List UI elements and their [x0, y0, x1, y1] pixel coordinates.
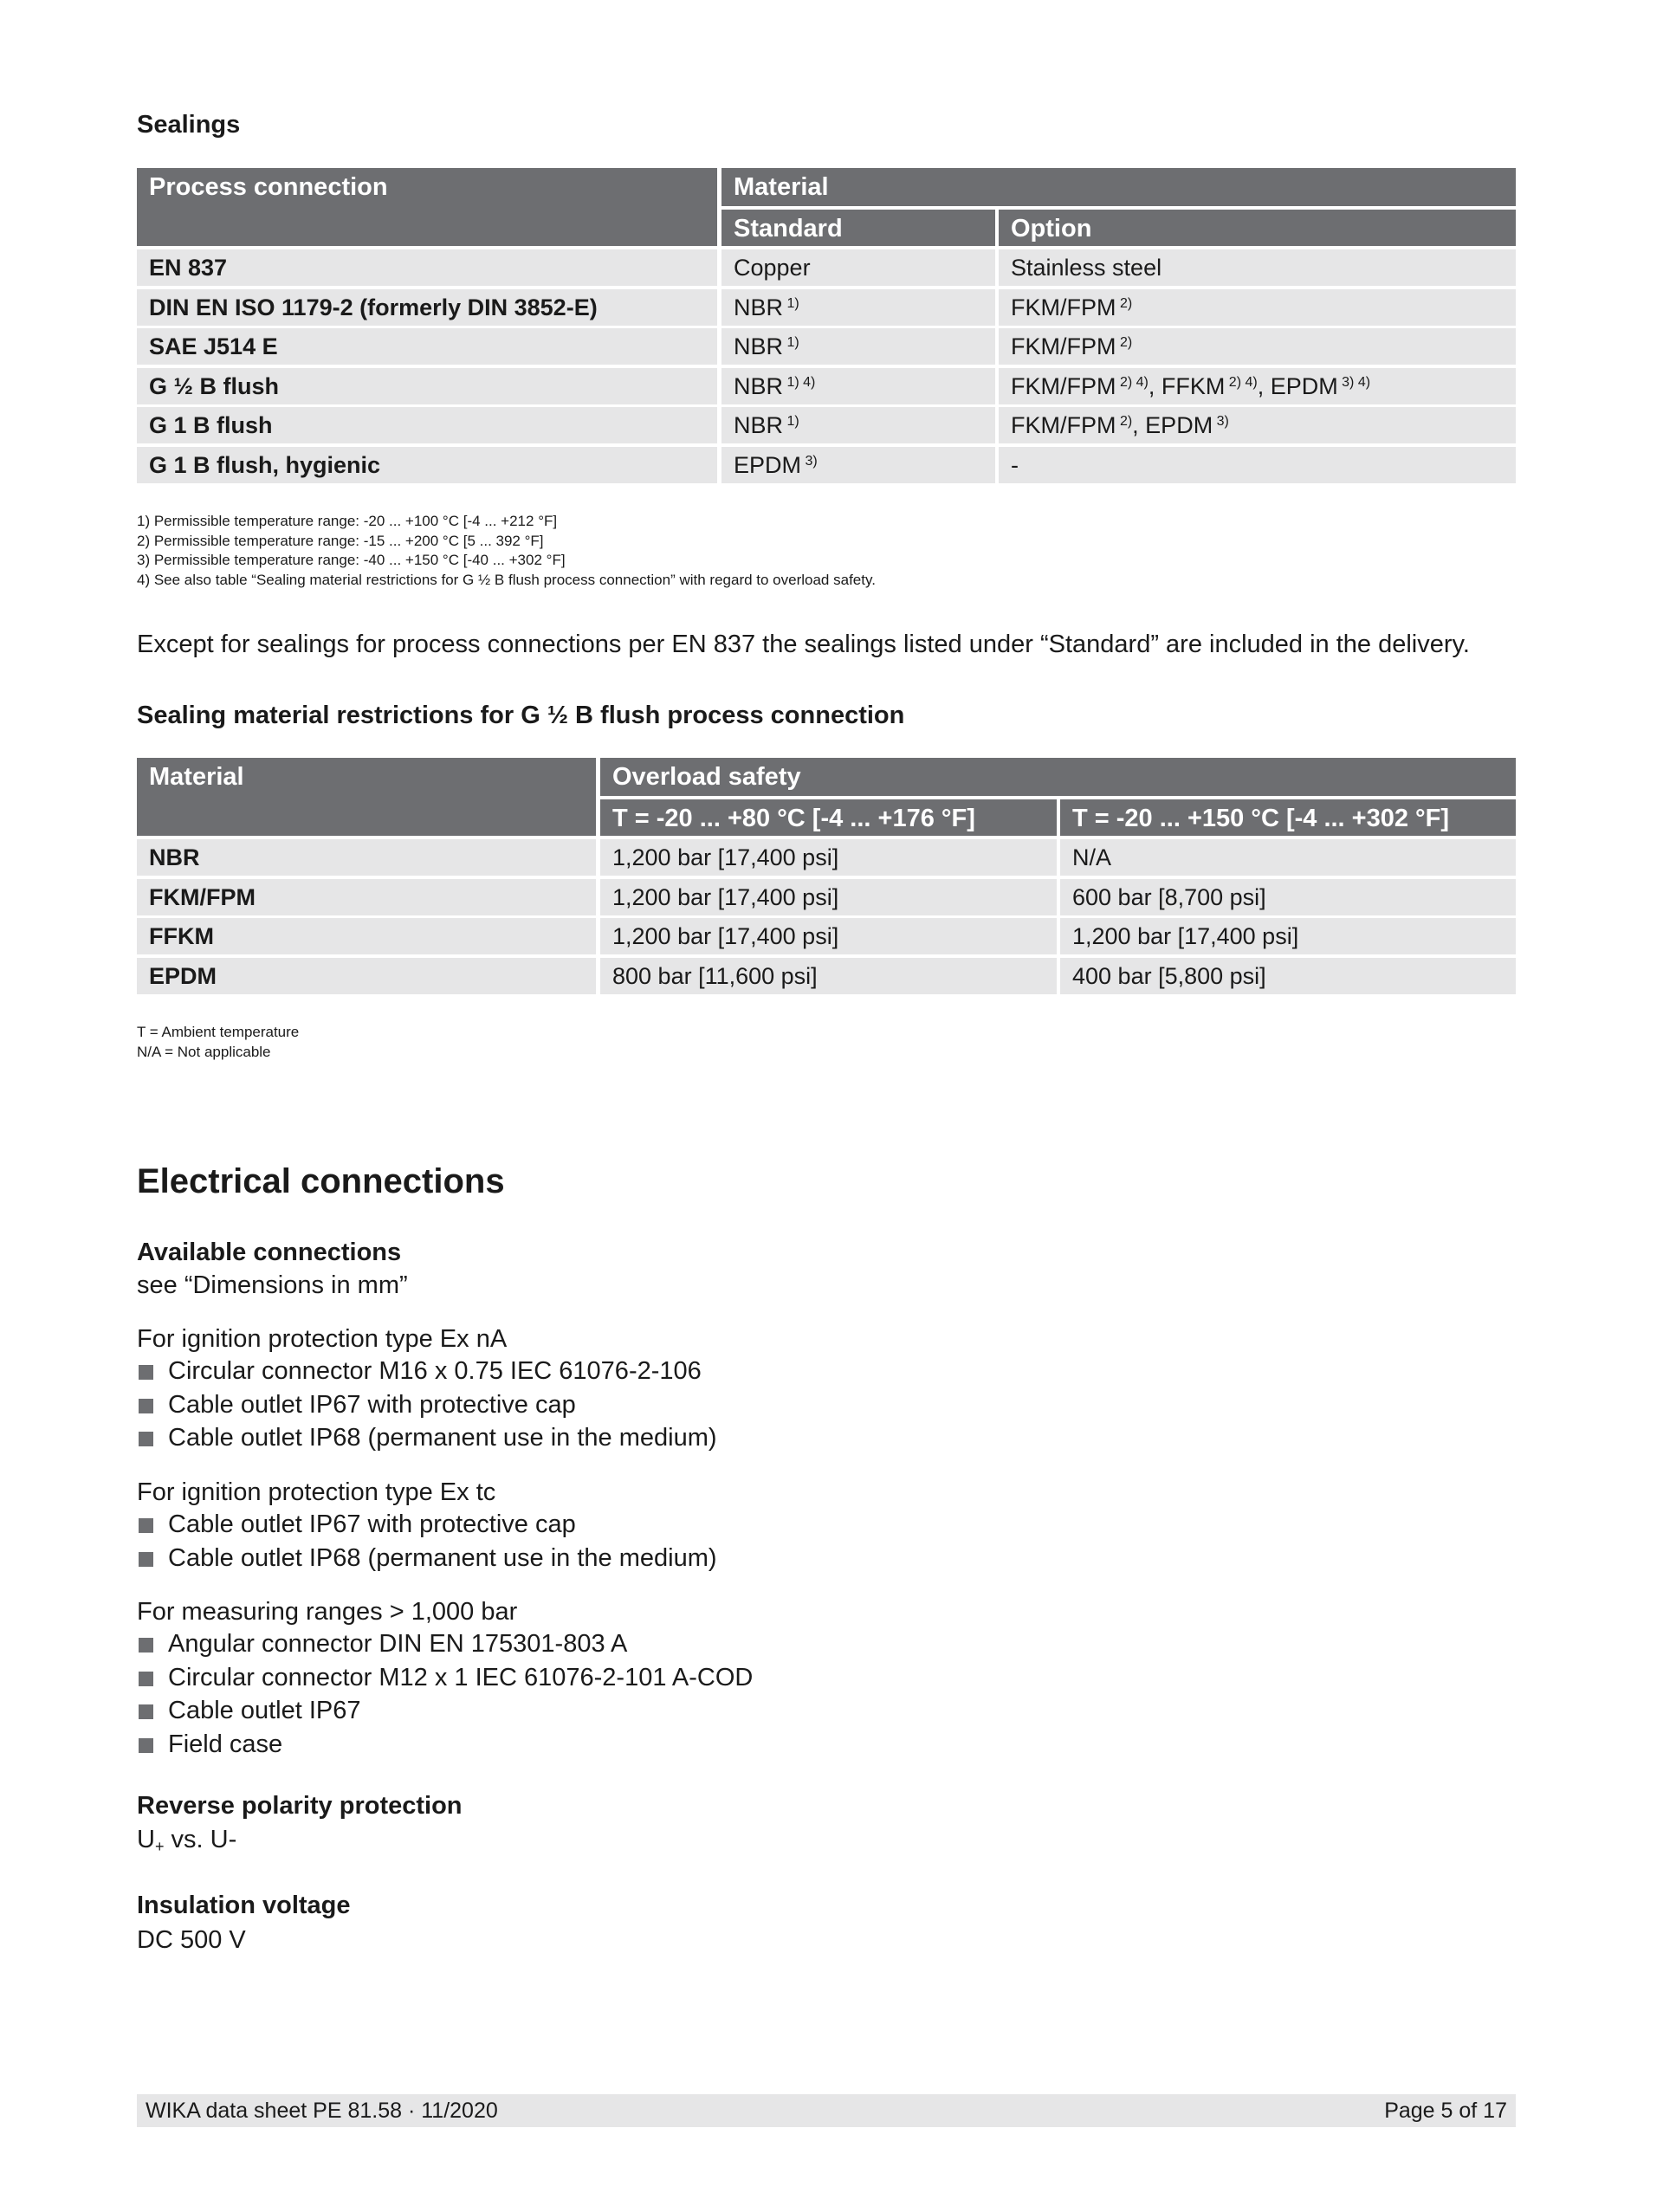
footnote: 3) Permissible temperature range: -40 ... +150 °C [-40 ... +302 °F] — [137, 552, 566, 568]
list-item: Cable outlet IP68 (permanent use in the medium) — [137, 1542, 717, 1575]
table-row — [137, 407, 1516, 443]
overload-safety-cell: 1,200 bar [17,400 psi] — [1060, 918, 1516, 954]
group-intro: For measuring ranges > 1,000 bar — [137, 1598, 518, 1626]
overload-safety-cell: 600 bar [8,700 psi] — [1060, 879, 1516, 915]
insulation-voltage-title: Insulation voltage — [137, 1892, 351, 1919]
table-row — [137, 918, 1516, 954]
list-item: Cable outlet IP67 with protective cap — [137, 1508, 717, 1542]
bullet-square-icon — [139, 1432, 153, 1446]
option-material-cell: - — [999, 447, 1516, 483]
footnote: N/A = Not applicable — [137, 1043, 271, 1060]
overload-safety-cell: 1,200 bar [17,400 psi] — [600, 918, 1057, 954]
overload-safety-cell: 1,200 bar [17,400 psi] — [600, 879, 1057, 915]
table-row — [137, 249, 1516, 286]
standard-material-cell: NBR $^{1) 4)}$ — [721, 368, 995, 404]
footnote: T = Ambient temperature — [137, 1024, 300, 1040]
list-item: Circular connector M16 x 0.75 IEC 61076-2-106 — [137, 1355, 717, 1388]
list-item: Field case — [137, 1728, 753, 1762]
table-row — [137, 447, 1516, 483]
process-connection-cell: G ½ B flush — [137, 368, 717, 404]
bullet-square-icon — [139, 1738, 153, 1753]
footnote: 1) Permissible temperature range: -20 ... +100 °C [-4 ... +212 °F] — [137, 513, 558, 529]
process-connection-cell: G 1 B flush, hygienic — [137, 447, 717, 483]
standard-material-cell: NBR $^{1)}$ — [721, 328, 995, 365]
standard-material-cell: NBR $^{1)}$ — [721, 407, 995, 443]
table-row — [137, 958, 1516, 994]
insulation-voltage-text: DC 500 V — [137, 1926, 246, 1954]
bullet-square-icon — [139, 1399, 153, 1413]
table-row — [137, 879, 1516, 915]
sealings-footnotes — [137, 512, 876, 590]
bullet-list — [137, 1627, 753, 1761]
bullet-square-icon — [139, 1518, 153, 1533]
footnote: 4) See also table “Sealing material restrictions for G ½ B flush process connection” with regard to overload safety. — [137, 571, 876, 588]
bullet-square-icon — [139, 1672, 153, 1686]
table-row — [137, 368, 1516, 404]
header-overload-safety: Overload safety — [600, 758, 1516, 796]
footnote: 2) Permissible temperature range: -15 ... +200 °C [5 ... 392 °F] — [137, 532, 544, 549]
option-material-cell: Stainless steel — [999, 249, 1516, 286]
list-item: Cable outlet IP68 (permanent use in the medium) — [137, 1421, 717, 1455]
list-item: Cable outlet IP67 — [137, 1694, 753, 1728]
material-cell: FKM/FPM — [137, 879, 596, 915]
overload-safety-cell: 800 bar [11,600 psi] — [600, 958, 1057, 994]
header-option: Option — [999, 210, 1516, 246]
header-process-connection: Process connection — [137, 168, 717, 246]
standard-material-cell: NBR $^{1)}$ — [721, 289, 995, 326]
bullet-square-icon — [139, 1704, 153, 1719]
list-item: Angular connector DIN EN 175301-803 A — [137, 1627, 753, 1661]
option-material-cell: FKM/FPM $^{2)}$ — [999, 289, 1516, 326]
table-row — [137, 328, 1516, 365]
overload-safety-cell: N/A — [1060, 839, 1516, 876]
process-connection-cell: EN 837 — [137, 249, 717, 286]
bullet-square-icon — [139, 1638, 153, 1653]
electrical-title: Electrical connections — [137, 1162, 505, 1200]
group-intro: For ignition protection type Ex tc — [137, 1478, 496, 1506]
standard-material-cell: Copper — [721, 249, 995, 286]
restrictions-title: Sealing material restrictions for G ½ B flush process connection — [137, 702, 905, 729]
delivery-note: Except for sealings for process connections per EN 837 the sealings listed under “Standard” are included in the delivery. — [137, 631, 1470, 658]
list-item: Circular connector M12 x 1 IEC 61076-2-101 A-COD — [137, 1661, 753, 1695]
material-cell: EPDM — [137, 958, 596, 994]
header-temp-range-2: T = -20 ... +150 °C [-4 ... +302 °F] — [1060, 799, 1516, 836]
footer-document-id: WIKA data sheet PE 81.58 · 11/2020 — [146, 2099, 498, 2123]
restrictions-footnotes — [137, 1023, 299, 1062]
bullet-list — [137, 1355, 717, 1455]
overload-safety-cell: 400 bar [5,800 psi] — [1060, 958, 1516, 994]
header-material: Material — [137, 758, 596, 836]
reverse-polarity-text: $U_+$ vs. U- — [137, 1826, 237, 1855]
option-material-cell: FKM/FPM $^{2)}$ — [999, 328, 1516, 365]
header-standard: Standard — [721, 210, 995, 246]
table-row — [137, 839, 1516, 876]
standard-material-cell: EPDM $^{3)}$ — [721, 447, 995, 483]
page-footer — [137, 2094, 1516, 2127]
table-row — [137, 289, 1516, 326]
header-temp-range-1: T = -20 ... +80 °C [-4 ... +176 °F] — [600, 799, 1057, 836]
list-item: Cable outlet IP67 with protective cap — [137, 1388, 717, 1422]
bullet-list — [137, 1508, 717, 1575]
option-material-cell: FKM/FPM $^{2) 4)}$, FFKM $^{2) 4)}$, EPDM $^{3) 4)}$ — [999, 368, 1516, 404]
footer-page-number: Page 5 of 17 — [1384, 2099, 1507, 2123]
material-cell: NBR — [137, 839, 596, 876]
overload-safety-cell: 1,200 bar [17,400 psi] — [600, 839, 1057, 876]
bullet-square-icon — [139, 1552, 153, 1567]
sealings-title: Sealings — [137, 111, 241, 139]
process-connection-cell: G 1 B flush — [137, 407, 717, 443]
process-connection-cell: SAE J514 E — [137, 328, 717, 365]
option-material-cell: FKM/FPM $^{2)}$, EPDM $^{3)}$ — [999, 407, 1516, 443]
bullet-square-icon — [139, 1365, 153, 1380]
group-intro: For ignition protection type Ex nA — [137, 1325, 508, 1353]
available-connections-text: see “Dimensions in mm” — [137, 1271, 408, 1299]
available-connections-title: Available connections — [137, 1239, 402, 1266]
material-cell: FFKM — [137, 918, 596, 954]
header-material: Material — [721, 168, 1516, 206]
process-connection-cell: DIN EN ISO 1179-2 (formerly DIN 3852-E) — [137, 289, 717, 326]
reverse-polarity-title: Reverse polarity protection — [137, 1792, 463, 1820]
